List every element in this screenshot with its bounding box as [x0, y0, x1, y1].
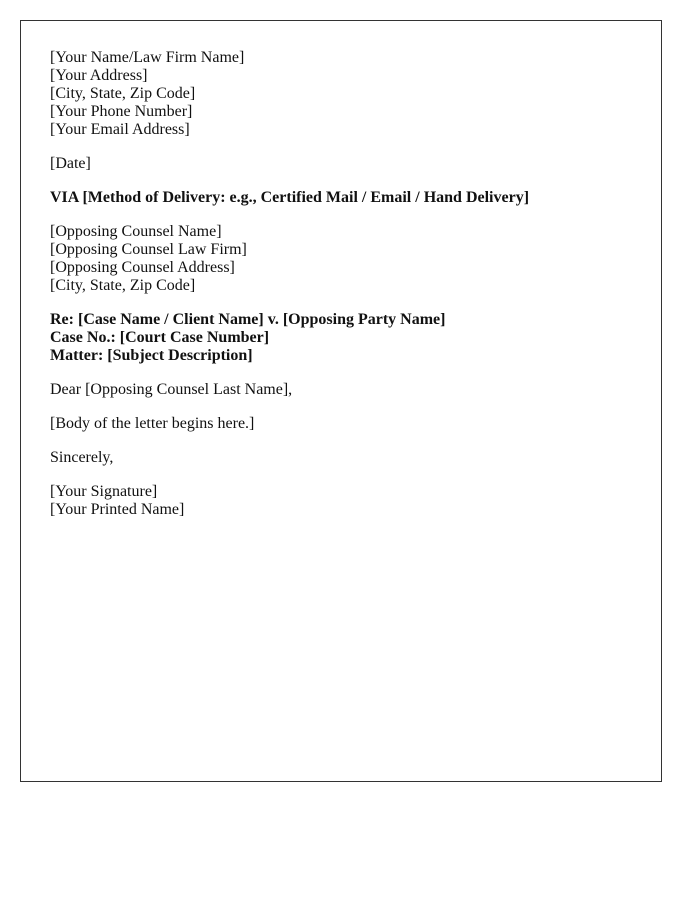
- sender-email: [Your Email Address]: [50, 121, 190, 138]
- recipient-address: [Opposing Counsel Address]: [50, 259, 235, 276]
- printed-name: [Your Printed Name]: [50, 501, 185, 518]
- matter-line: Matter: [Subject Description]: [50, 347, 253, 364]
- sender-address: [Your Address]: [50, 67, 148, 84]
- re-line: Re: [Case Name / Client Name] v. [Opposing Party Name]: [50, 311, 446, 328]
- date-block: [50, 155, 641, 173]
- case-number-line: Case No.: [Court Case Number]: [50, 329, 270, 346]
- letter-page: [20, 20, 662, 782]
- sender-phone: [Your Phone Number]: [50, 103, 193, 120]
- recipient-city-state-zip: [City, State, Zip Code]: [50, 277, 196, 294]
- body-block: [50, 415, 641, 433]
- letter-content: [50, 49, 641, 535]
- closing: Sincerely,: [50, 449, 114, 466]
- letter-date: [Date]: [50, 155, 91, 172]
- recipient-block: [50, 223, 641, 295]
- sender-block: [50, 49, 641, 139]
- closing-block: [50, 449, 641, 467]
- recipient-name: [Opposing Counsel Name]: [50, 223, 222, 240]
- delivery-block: [50, 189, 641, 207]
- recipient-firm: [Opposing Counsel Law Firm]: [50, 241, 247, 258]
- salutation-block: [50, 381, 641, 399]
- salutation: Dear [Opposing Counsel Last Name],: [50, 381, 293, 398]
- delivery-method: VIA [Method of Delivery: e.g., Certified Mail / Email / Hand Delivery]: [50, 189, 530, 206]
- reference-block: [50, 311, 641, 365]
- sender-name: [Your Name/Law Firm Name]: [50, 49, 245, 66]
- signature-block: [50, 483, 641, 519]
- letter-body: [Body of the letter begins here.]: [50, 415, 255, 432]
- sender-city-state-zip: [City, State, Zip Code]: [50, 85, 196, 102]
- signature: [Your Signature]: [50, 483, 158, 500]
